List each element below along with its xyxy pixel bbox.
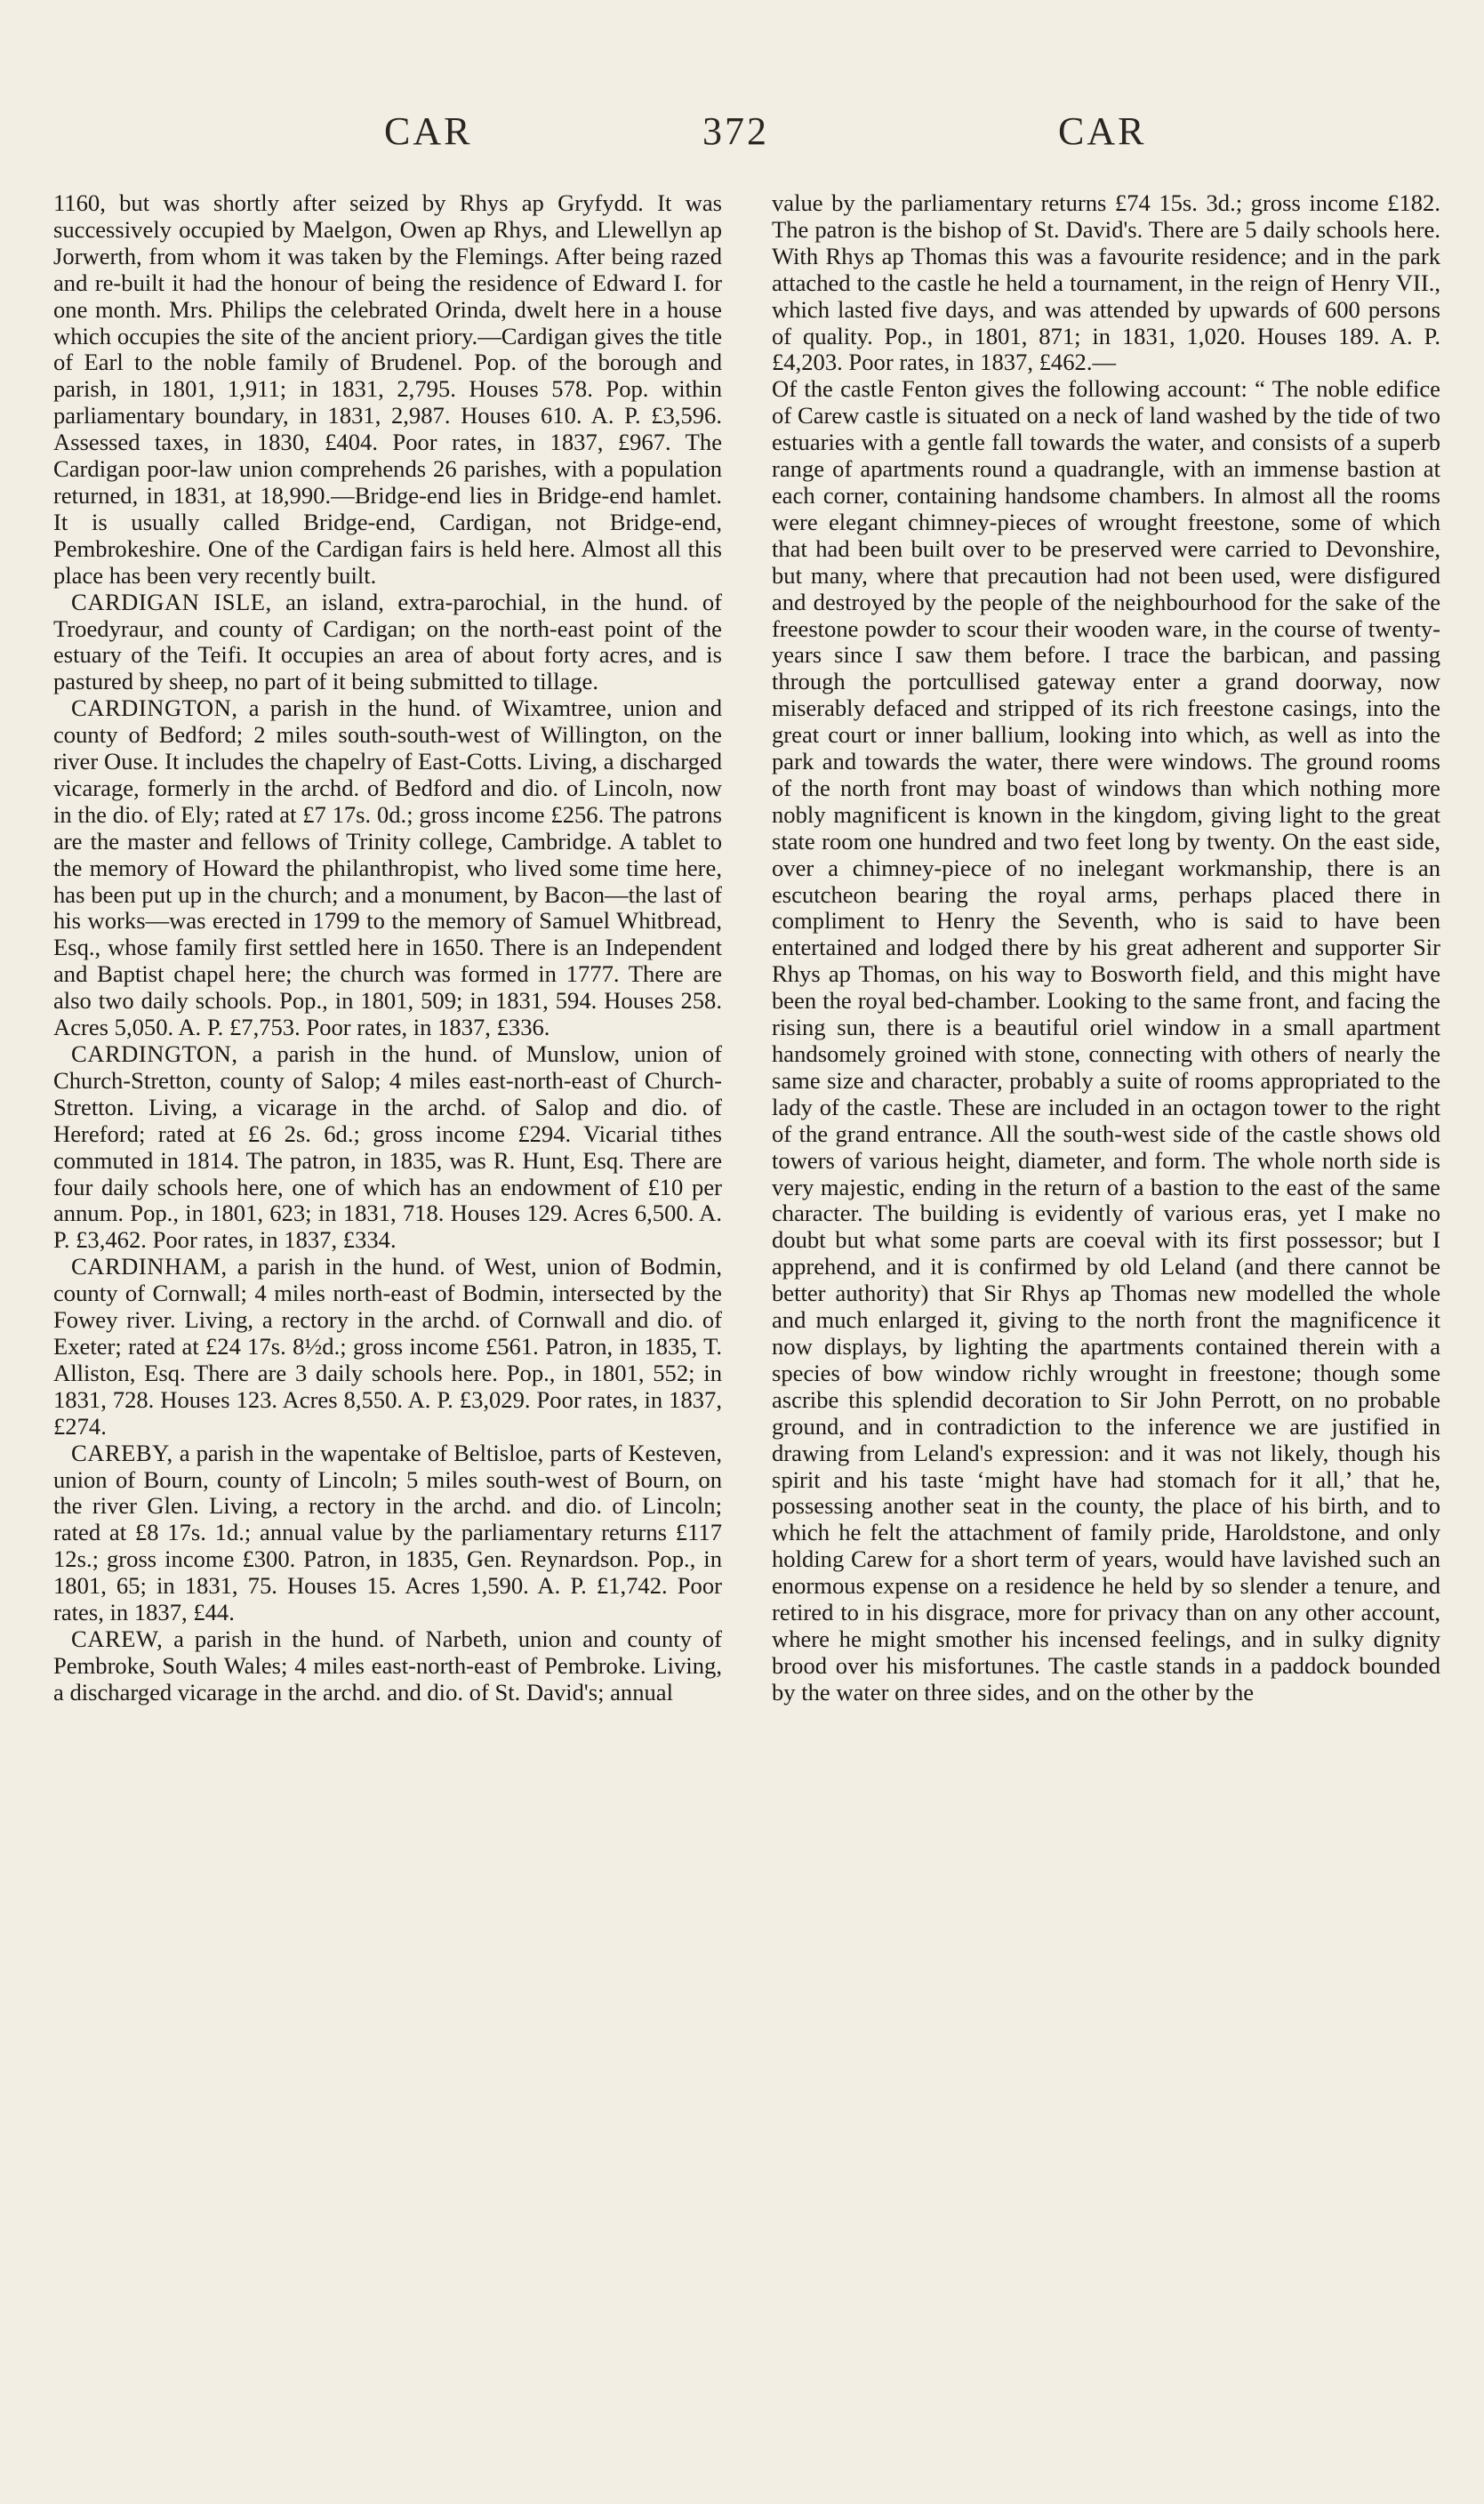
gazetteer-entry: [53, 1041, 722, 1254]
paragraph-text: value by the parliamentary returns £74 15s. 3d.; gross income £182. The patron is the bishop of St. David's. There are 5 daily schools here. With Rhys ap Thomas this was a favourite residence; and in the park attached to the castle he held a tournament, in the reign of Henry VII., which lasted five days, and was attended by upwards of 600 persons of quality. Pop., in 1801, 871; in 1831, 1,020. Houses 189. A. P. £4,203. Poor rates, in 1837, £462.—: [772, 190, 1440, 376]
entry-text: a parish in the hund. of Narbeth, union and county of Pembroke, South Wales; 4 miles east-north-east of Pembroke. Living, a discharged vicarage in the archd. and dio. of St. David's; annual: [53, 1625, 722, 1705]
entry-headword: CARDIGAN ISLE,: [71, 588, 272, 615]
gazetteer-entry: [53, 590, 722, 696]
entry-text: a parish in the hund. of Wixamtree, union and county of Bedford; 2 miles south-south-west of Willington, on the river Ouse. It includes the chapelry of East-Cotts. Living, a discharged vicarage, formerly in the archd. of Bedford and dio. of Lincoln, now in the dio. of Ely; rated at £7 17s. 0d.; gross income £256. The patrons are the master and fellows of Trinity college, Cambridge. A tablet to the memory of Howard the philanthropist, who lived some time here, has been put up in the church; and a monument, by Bacon—the last of his works—was erected in 1799 to the memory of Samuel Whitbread, Esq., whose family first settled here in 1650. There is an Independent and Baptist chapel here; the church was formed in 1777. There are also two daily schools. Pop., in 1801, 509; in 1831, 594. Houses 258. Acres 5,050. A. P. £7,753. Poor rates, in 1837, £336.: [53, 694, 722, 1041]
entry-headword: CARDINGTON,: [71, 1040, 238, 1067]
gazetteer-entry: [53, 1441, 722, 1626]
running-head-left: CAR: [384, 109, 473, 153]
page-number: 372: [702, 109, 769, 153]
paragraph-text: Of the castle Fenton gives the following account: “ The noble edifice of Carew castle is situated on a neck of land washed by the tide of two estuaries with a gentle fall towards the water, and consists of a superb range of apartments round a quadrangle, with an immense bastion at each corner, containing handsome chambers. In almost all the rooms were elegant chimney-pieces of wrought freestone, some of which that had been built over to be preserved were carried to Devonshire, but many, where that precaution had not been used, were disfigured and destroyed by the people of the neighbourhood for the sake of the freestone powder to scour their wooden ware, in the course of twenty-years since I saw them before. I trace the barbican, and passing through the portcullised gateway enter a grand doorway, now miserably defaced and stripped of its rich freestone casings, into the great court or inner ballium, looking into which, as well as into the park and towards the water, there were windows. The ground rooms of the north front may boast of windows than which nothing more nobly magnificent is known in the kingdom, giving light to the great state room one hundred and two feet long by twenty. On the east side, over a chimney-piece of no inelegant workmanship, there is an escutcheon bearing the royal arms, perhaps placed there in compliment to Henry the Seventh, who is said to have been entertained and lodged there by his great adherent and supporter Sir Rhys ap Thomas, on his way to Bosworth field, and this might have been the royal bed-chamber. Looking to the same front, and facing the rising sun, there is a beautiful oriel window in a small apartment handsomely groined with stone, connecting with others of nearly the same size and character, probably a suite of rooms appropriated to the lady of the castle. These are included in an octagon tower to the right of the grand entrance. All the south-west side of the castle shows old towers of various height, diameter, and form. The whole north side is very majestic, ending in the return of a bastion to the east of the same character. The building is evidently of various eras, yet I make no doubt but what some parts are coeval with its first possessor; but I apprehend, and it is confirmed by old Leland (and there cannot be better authority) that Sir Rhys ap Thomas new modelled the whole and much enlarged it, giving to the north front the magnificence it now displays, by lighting the apartments contained therein with a species of bow window richly wrought in freestone; though some ascribe this splendid decoration to Sir John Perrott, on no probable ground, and in contradiction to the inference we are justified in drawing from Leland's expression: and it was not likely, though his spirit and his taste ‘might have had stomach for it all,’ that he, possessing another seat in the county, the place of his birth, and to which he felt the attachment of family pride, Haroldstone, and only holding Carew for a short term of years, would have lavished such an enormous expense on a residence he held by so slender a tenure, and retired to in his disgrace, more for privacy than on any other account, where he might smother his incensed feelings, and in sulky dignity brood over his misfortunes. The castle stands in a paddock bounded by the water on three sides, and on the other by the: [772, 375, 1440, 1705]
paragraph-text: 1160, but was shortly after seized by Rhys ap Gryfydd. It was successively occupied by Maelgon, Owen ap Rhys, and Llewellyn ap Jorwerth, from whom it was taken by the Flemings. After being razed and re-built it had the honour of being the residence of Edward I. for one month. Mrs. Philips the celebrated Orinda, dwelt here in a house which occupies the site of the ancient priory.—Cardigan gives the title of Earl to the noble family of Brudenel. Pop. of the borough and parish, in 1801, 1,911; in 1831, 2,795. Houses 578. Pop. within parliamentary boundary, in 1831, 2,987. Houses 610. A. P. £3,596. Assessed taxes, in 1830, £404. Poor rates, in 1837, £967. The Cardigan poor-law union comprehends 26 parishes, with a population returned, in 1831, at 18,990.—Bridge-end lies in Bridge-end hamlet. It is usually called Bridge-end, Cardigan, not Bridge-end, Pembrokeshire. One of the Cardigan fairs is held here. Almost all this place has been very recently built.: [53, 190, 722, 589]
continuation-paragraph: [772, 190, 1440, 376]
entry-headword: CARDINHAM,: [71, 1253, 228, 1280]
gazetteer-entry: [53, 1626, 722, 1706]
left-column: [53, 190, 722, 2467]
entry-text: a parish in the wapentake of Beltisloe, parts of Kesteven, union of Bourn, county of Lincoln; 5 miles south-west of Bourn, on the river Glen. Living, a rectory in the archd. and dio. of Lincoln; rated at £8 17s. 1d.; annual value by the parliamentary returns £117 12s.; gross income £300. Patron, in 1835, Gen. Reynardson. Pop., in 1801, 65; in 1831, 75. Houses 15. Acres 1,590. A. P. £1,742. Poor rates, in 1837, £44.: [53, 1439, 722, 1626]
entry-text: an island, extra-parochial, in the hund. of Troedyraur, and county of Cardigan; on the north-east point of the estuary of the Teifi. It occupies an area of about forty acres, and is pastured by sheep, no part of it being submitted to tillage.: [53, 588, 722, 695]
running-head: [0, 108, 1484, 162]
quoted-account-paragraph: [772, 376, 1440, 1705]
entry-headword: CARDINGTON,: [71, 694, 238, 722]
entry-text: a parish in the hund. of West, union of Bodmin, county of Cornwall; 4 miles north-east of Bodmin, intersected by the Fowey river. Living, a rectory in the archd. of Cornwall and dio. of Exeter; rated at £24 17s. 8½d.; gross income £561. Patron, in 1835, T. Alliston, Esq. There are 3 daily schools here. Pop., in 1801, 552; in 1831, 728. Houses 123. Acres 8,550. A. P. £3,029. Poor rates, in 1837, £274.: [53, 1253, 722, 1440]
running-head-right: CAR: [1058, 109, 1147, 153]
continuation-paragraph: [53, 190, 722, 590]
gazetteer-entry: [53, 1254, 722, 1440]
gazetteer-entry: [53, 695, 722, 1041]
entry-text: a parish in the hund. of Munslow, union of Church-Stretton, county of Salop; 4 miles east-north-east of Church-Stretton. Living, a vicarage in the archd. of Salop and dio. of Hereford; rated at £6 2s. 6d.; gross income £294. Vicarial tithes commuted in 1814. The patron, in 1835, was R. Hunt, Esq. There are four daily schools here, one of which has an endowment of £10 per annum. Pop., in 1801, 623; in 1831, 718. Houses 129. Acres 6,500. A. P. £3,462. Poor rates, in 1837, £334.: [53, 1040, 722, 1254]
entry-headword: CAREBY,: [71, 1439, 173, 1466]
entry-headword: CAREW,: [71, 1625, 164, 1652]
right-column: [772, 190, 1440, 2467]
